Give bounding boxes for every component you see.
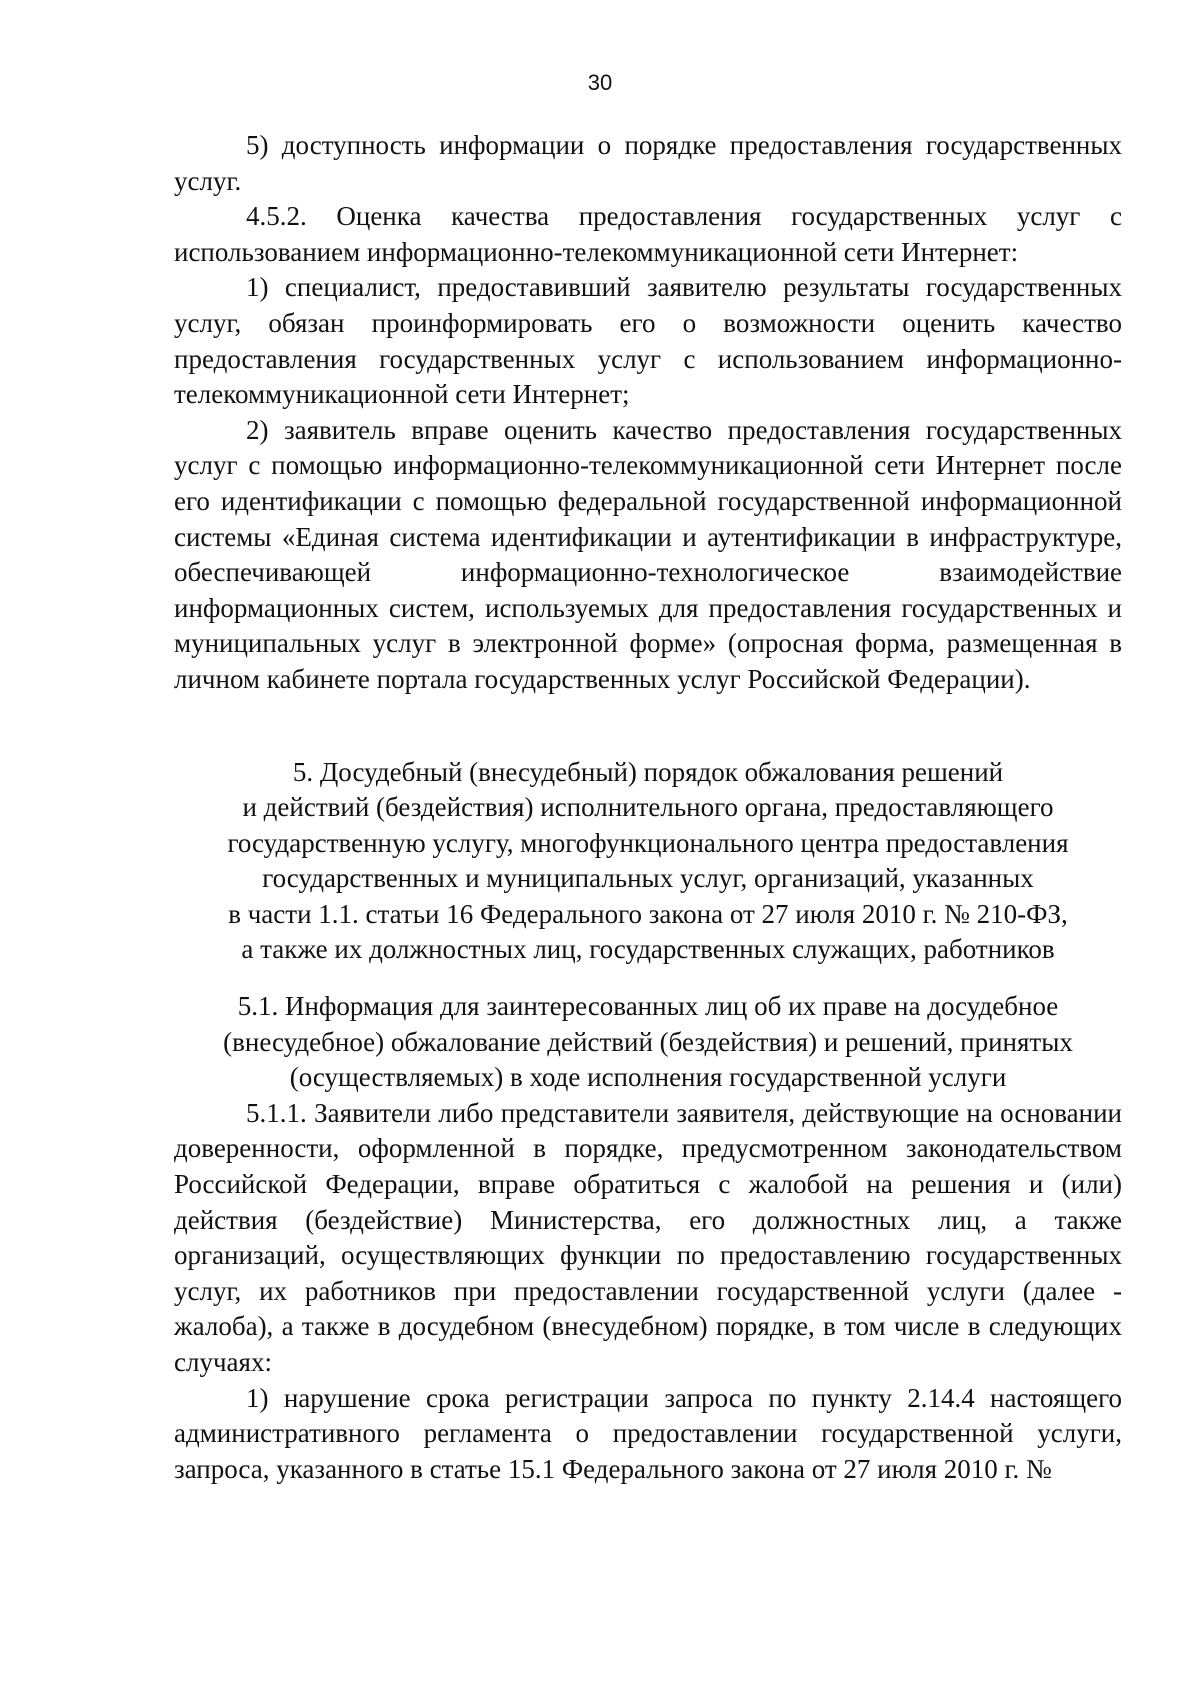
heading-line: и действий (бездействия) исполнительного органа, предоставляющего <box>242 792 1054 823</box>
heading-line: (осуществляемых) в ходе исполнения государственной услуги <box>289 1062 1007 1093</box>
heading-line: 5. Досудебный (внесудебный) порядок обжалования решений <box>292 756 1004 787</box>
heading-line: государственную услугу, многофункционального центра предоставления <box>227 827 1069 858</box>
heading-line: 5.1. Информация для заинтересованных лиц об их праве на досудебное <box>237 991 1059 1022</box>
heading-line: а также их должностных лиц, государственных служащих, работников <box>241 934 1055 965</box>
paragraph-4-5-2-item-2: 2) заявитель вправе оценить качество предоставления государственных услуг с помощью информационно-телекоммуникационной сети Интернет после его идентификации с помощью федеральной государственной информационной системы «Единая система идентификации и аутентификации в инфраструктуре, обеспечивающей информационно-технологическое взаимодействие информационных систем, используемых для предоставления государственных и муниципальных услуг в электронной форме» (опросная форма, размещенная в личном кабинете портала государственных услуг Российской Федерации). <box>174 414 1122 694</box>
section-5-heading <box>174 755 1122 969</box>
page-number: 30 <box>587 70 613 95</box>
paragraph-4-5-2-item-1: 1) специалист, предоставивший заявителю результаты государственных услуг, обязан проинформировать его о возможности оценить качество предоставления государственных услуг с использованием информационно-телекоммуникационной сети Интернет; <box>174 272 1122 410</box>
heading-line: в части 1.1. статьи 16 Федерального закона от 27 июля 2010 г. № 210-ФЗ, <box>228 898 1068 929</box>
paragraph-5-1-1: 5.1.1. Заявители либо представители заявителя, действующие на основании доверенности, оформленной в порядке, предусмотренном законодательством Российской Федерации, вправе обратиться с жалобой на решения и (или) действия (бездействие) Министерства, его должностных лиц, а также организаций, осуществляющих функции по предоставлению государственных услуг, их работников при предоставлении государственной услуги (далее - жалоба), а также в досудебном (внесудебном) порядке, в том числе в следующих случаях: <box>174 1097 1122 1377</box>
heading-line: государственных и муниципальных услуг, организаций, указанных <box>262 863 1034 894</box>
paragraph-5-item-5: 5) доступность информации о порядке предоставления государственных услуг. <box>174 130 1122 196</box>
paragraph-5-1-1-item-1: 1) нарушение срока регистрации запроса по пункту 2.14.4 настоящего административного регламента о предоставлении государственной услуги, запроса, указанного в статье 15.1 Федерального закона от 27 июля 2010 г. № <box>174 1382 1122 1484</box>
document-body <box>174 128 1122 1487</box>
paragraph-4-5-2: 4.5.2. Оценка качества предоставления государственных услуг с использованием информационно-телекоммуникационной сети Интернет: <box>174 201 1122 267</box>
section-5-1-heading <box>174 989 1122 1096</box>
heading-line: (внесудебное) обжалование действий (бездействия) и решений, принятых <box>223 1026 1073 1057</box>
